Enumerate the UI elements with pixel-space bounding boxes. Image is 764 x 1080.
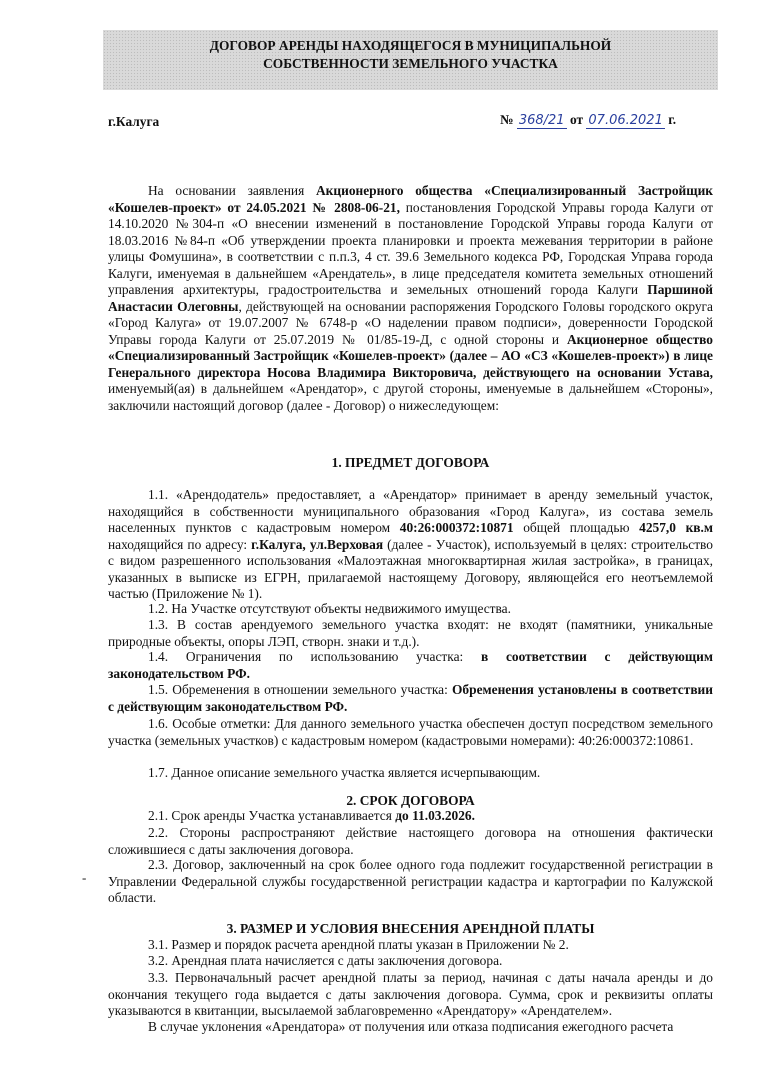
clause-3-1: 3.1. Размер и порядок расчета арендной платы указан в Приложении № 2. <box>148 937 569 952</box>
section-3-title: 3. РАЗМЕР И УСЛОВИЯ ВНЕСЕНИЯ АРЕНДНОЙ ПЛАТЫ <box>226 921 595 936</box>
number-sign: № <box>500 112 514 127</box>
city-label: г.Калуга <box>108 114 160 129</box>
clause-1-5-text: 1.5. Обременения в отношении земельного участка: <box>148 682 453 697</box>
clause-1-7: 1.7. Данное описание земельного участка является исчерпывающим. <box>148 765 541 780</box>
preamble-text-1: На основании заявления <box>148 183 316 198</box>
clause-1-5-bold: Обременения установлены в соответствии с действующим законодательством РФ. <box>108 682 713 714</box>
clause-2-1-text: 2.1. Срок аренды Участка устанавливается <box>148 808 396 823</box>
clause-1-1 <box>108 487 713 603</box>
clause-1-6: 1.6. Особые отметки: Для данного земельного участка обеспечен доступ посредством земельного участка (земельных участков) с кадастровым номером (кадастровыми номерами): 40:26:000372:10861. <box>108 716 713 748</box>
plot-area: 4257,0 кв.м <box>639 520 713 535</box>
preamble-bold-2: Паршиной Анастасии Олеговны <box>108 282 713 314</box>
preamble-bold-3: Акционерное общество «Специализированный Застройщик «Кошелев-проект» (далее – АО «СЗ «Кошелев-проект») в лице Генерального директора Носова Владимира Викторовича, действующего на основании Устава, <box>108 331 713 380</box>
clause-2-2: 2.2. Стороны распространяют действие настоящего договора на отношения фактически сложившиеся с даты заключения договора. <box>108 825 713 857</box>
clause-1-3: 1.3. В состав арендуемого земельного участка входят: не входят (памятники, уникальные природные объекты, опоры ЛЭП, створн. знаки и т.д.). <box>108 617 713 649</box>
section-2-title: 2. СРОК ДОГОВОРА <box>346 793 475 808</box>
date-suffix: г. <box>668 112 677 127</box>
cadastral-number: 40:26:000372:10871 <box>399 520 514 535</box>
clause-1-1-text-g: (далее - Участок), используемый в целях: строительство с видом разрешенного использования «Малоэтажная многоквартирная жилая застройка», в границах, указанных в выписке из ЕГРН, прилагаемой настоящему Договору, являющейся его неотъемлемой частью (Приложение № 1). <box>108 536 713 601</box>
clause-1-5 <box>108 682 713 715</box>
title-line-2: СОБСТВЕННОСТИ ЗЕМЕЛЬНОГО УЧАСТКА <box>263 56 558 71</box>
document-title <box>103 37 718 73</box>
plot-address: г.Калуга, ул.Верховая <box>251 536 384 552</box>
preamble-bold-1: Акционерного общества «Специализированный Застройщик «Кошелев-проект» от 24.05.2021 № 2808-06-21, <box>108 183 713 215</box>
clause-1-1-text-c: общей площадью <box>513 520 640 535</box>
section-1-title: 1. ПРЕДМЕТ ДОГОВОРА <box>331 455 490 470</box>
lease-end-date: до 11.03.2026. <box>395 808 475 823</box>
clause-2-1 <box>108 808 713 825</box>
contract-number: 368/21 <box>518 113 565 128</box>
preamble-paragraph <box>108 183 713 414</box>
contract-number-line <box>500 112 676 129</box>
margin-mark: - <box>82 870 87 885</box>
clause-1-4-text: 1.4. Ограничения по использованию участка: <box>148 649 481 664</box>
clause-1-4 <box>108 649 713 682</box>
clause-1-2: 1.2. На Участке отсутствуют объекты недвижимого имущества. <box>148 601 511 616</box>
preamble-text-4: именуемый(ая) в дальнейшем «Арендатор», с другой стороны, именуемые в дальнейшем «Стороны», заключили настоящий договор (далее - Договор) о нижеследующем: <box>108 381 713 413</box>
contract-date: 07.06.2021 <box>588 113 663 128</box>
clause-1-4-bold: в соответствии с действующим законодательством РФ. <box>108 649 713 681</box>
clause-1-1-text-a: 1.1. «Арендодатель» предоставляет, а «Арендатор» принимает в аренду земельный участок, находящийся в собственности муниципального образования «Город Калуга», из состава земель населенных пунктов с кадастровым номером <box>108 487 713 535</box>
clause-3-2: 3.2. Арендная плата начисляется с даты заключения договора. <box>148 953 503 968</box>
date-prefix: от <box>569 112 584 127</box>
preamble-text-2: постановления Городской Управы города Калуги от 14.10.2020 №304-п «О внесении изменений в постановление Городской Управы города Калуги от 18.03.2016 №84-п «Об утверждении проекта планировки и проекта межевания территории в районе улицы Фомушина», в соответствии с п.п.3, 4 ст. 39.6 Земельного кодекса РФ, Городская Управа города Калуги, именуемая в дальнейшем «Арендатель», в лице председателя комитета земельных отношений управления архитектуры, градостроительства и земельных отношений города Калуги <box>108 199 713 297</box>
clause-3-3: 3.3. Первоначальный расчет арендной платы за период, начиная с даты начала аренды и до окончания текущего года выдается с даты заключения договора. Сумма, срок и реквизиты оплаты указываются в квитанции, высылаемой заблаговременно «Арендатору» «Арендателем». <box>108 970 713 1018</box>
clause-1-1-text-e: находящийся по адресу: <box>108 536 252 552</box>
title-line-1: ДОГОВОР АРЕНДЫ НАХОДЯЩЕГОСЯ В МУНИЦИПАЛЬНОЙ <box>209 38 612 53</box>
clause-2-3: 2.3. Договор, заключенный на срок более одного года подлежит государственной регистрации в Управлении Федеральной службы государственной регистрации кадастра и картографии по Калужской области. <box>108 857 713 905</box>
clause-3-4: В случае уклонения «Арендатора» от получения или отказа подписания ежегодного расчета <box>148 1019 674 1034</box>
preamble-text-3: , действующей на основании распоряжения Городского Головы городского округа «Город Калуга» от 19.07.2007 № 6748-р «О наделении правом подписи», доверенности Городской Управы города Калуги от 25.07.2019 № 01/85-19-Д, с одной стороны и <box>108 298 713 347</box>
